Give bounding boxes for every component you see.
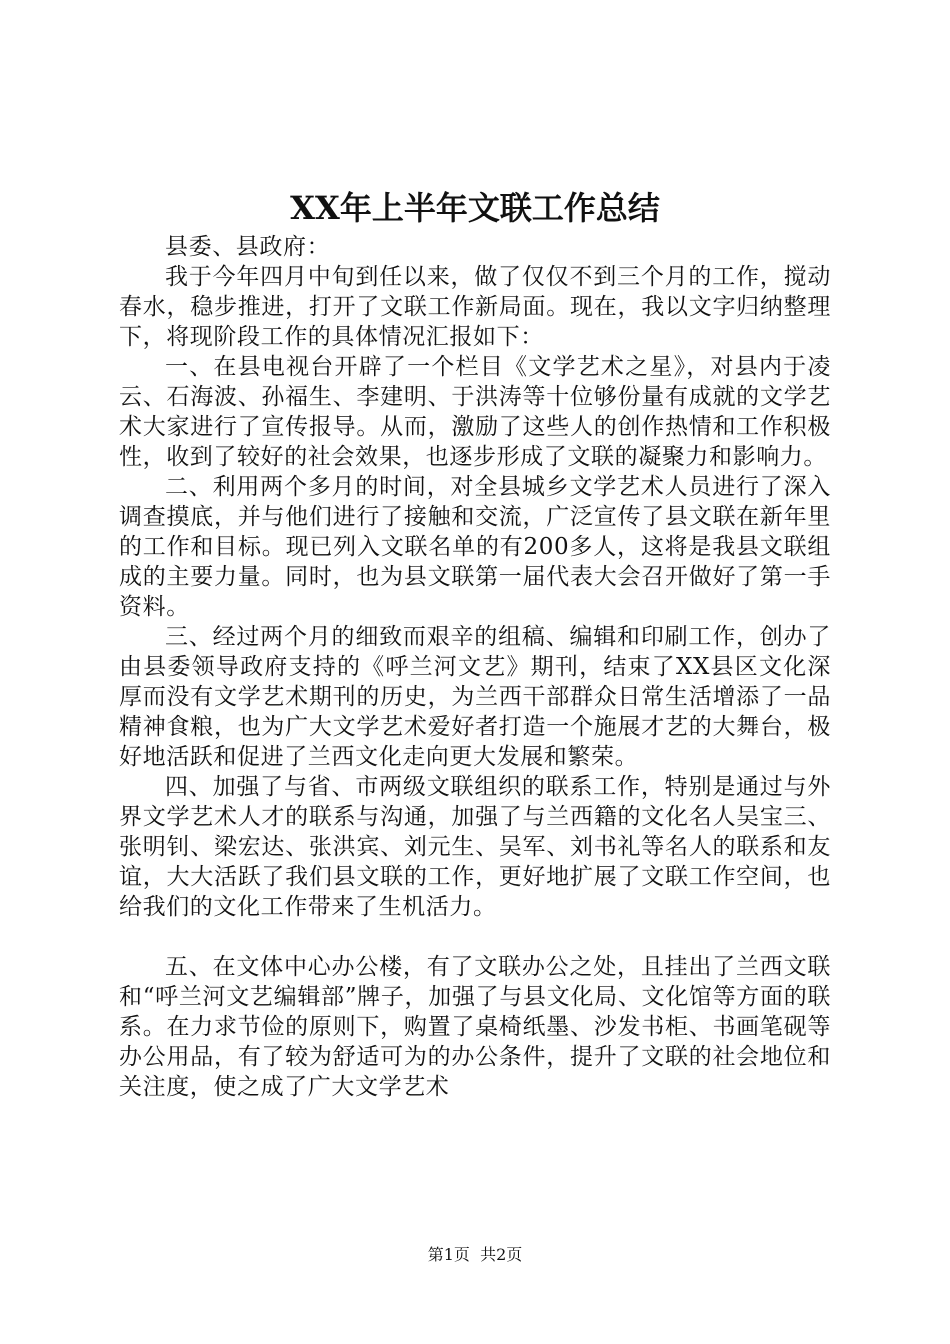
document-body	[119, 232, 831, 1102]
salutation: 县委、县政府：	[165, 234, 331, 260]
paragraph-item-4: 四、加强了与省、市两级文联组织的联系工作，特别是通过与外界文学艺术人才的联系与沟通，加强了与兰西籍的文化名人吴宝三、张明钊、梁宏达、张洪宾、刘元生、吴军、刘书礼等名人的联系和友谊，大大活跃了我们县文联的工作，更好地扩展了文联工作空间，也给我们的文化工作带来了生机活力。	[119, 774, 831, 920]
paragraph-item-2: 二、利用两个多月的时间，对全县城乡文学艺术人员进行了深入调查摸底，并与他们进行了接触和交流，广泛宣传了县文联在新年里的工作和目标。现已列入文联名单的有200多人，这将是我县文联组成的主要力量。同时，也为县文联第一届代表大会召开做好了第一手资料。	[119, 474, 831, 620]
page-footer	[0, 1244, 950, 1266]
page-total: 共2页	[480, 1245, 523, 1264]
paragraph-intro: 我于今年四月中旬到任以来，做了仅仅不到三个月的工作，搅动春水，稳步推进，打开了文联工作新局面。现在，我以文字归纳整理下，将现阶段工作的具体情况汇报如下：	[119, 264, 831, 350]
paragraph-item-3: 三、经过两个月的细致而艰辛的组稿、编辑和印刷工作，创办了由县委领导政府支持的《呼兰河文艺》期刊，结束了XX县区文化深厚而没有文学艺术期刊的历史，为兰西干部群众日常生活增添了一品精神食粮，也为广大文学艺术爱好者打造一个施展才艺的大舞台，极好地活跃和促进了兰西文化走向更大发展和繁荣。	[119, 624, 831, 770]
page-title: XX年上半年文联工作总结	[290, 189, 660, 227]
paragraph-item-5: 五、在文体中心办公楼，有了文联办公之处，且挂出了兰西文联和“呼兰河文艺编辑部”牌子，加强了与县文化局、文化馆等方面的联系。在力求节俭的原则下，购置了桌椅纸墨、沙发书柜、书画笔砚等办公用品，有了较为舒适可为的办公条件，提升了文联的社会地位和关注度，使之成了广大文学艺术	[119, 954, 831, 1100]
paragraph-item-1: 一、在县电视台开辟了一个栏目《文学艺术之星》，对县内于凌云、石海波、孙福生、李建明、于洪涛等十位够份量有成就的文学艺术大家进行了宣传报导。从而，激励了这些人的创作热情和工作积极性，收到了较好的社会效果，也逐步形成了文联的凝聚力和影响力。	[119, 354, 831, 470]
page-number: 第1页	[427, 1245, 470, 1264]
